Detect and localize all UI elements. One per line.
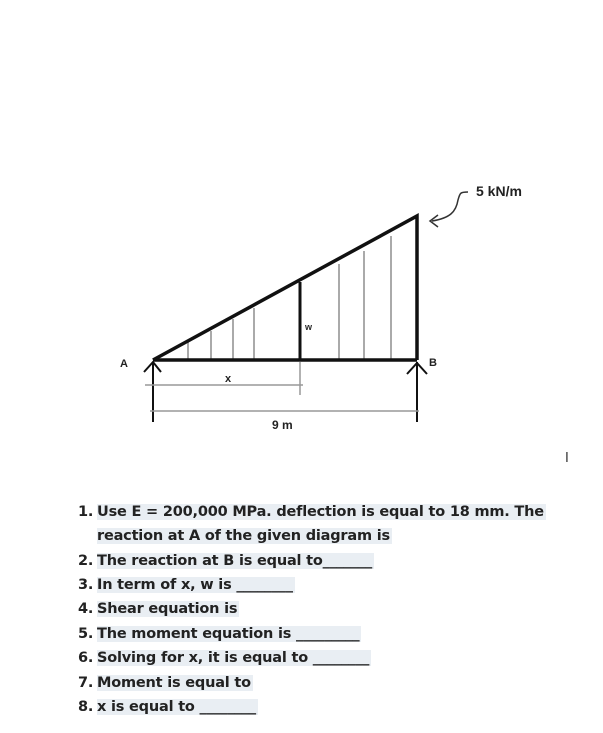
distributed-load-triangle [153,216,417,360]
question-text: x is equal to ________ [97,699,256,715]
question-6 [78,646,371,670]
question-text: Solving for x, it is equal to ________ [97,650,370,666]
span-label: 9 m [272,418,293,432]
point-b-label: B [429,357,437,369]
question-text: The reaction at B is equal to_______ [97,553,372,569]
load-label: 5 kN/m [476,183,522,199]
question-text: Use E = 200,000 MPa. deflection is equal to 18 mm. The [97,504,544,520]
question-number: 4. [78,601,94,617]
x-label: x [225,373,232,385]
question-number: 6. [78,650,94,666]
question-1 [78,500,546,524]
point-a-label: A [120,358,128,370]
question-5 [78,622,361,646]
question-number: 3. [78,577,94,593]
load-hatching [188,236,391,360]
question-number: 7. [78,675,94,691]
question-1-continued [78,524,392,548]
question-text: The moment equation is _________ [97,626,360,642]
load-pointer-arrow [432,192,468,221]
question-text: Shear equation is [97,601,238,617]
question-number: 5. [78,626,94,642]
question-number: 2. [78,553,94,569]
question-number: 8. [78,699,94,715]
question-text: In term of x, w is ________ [97,577,293,593]
question-3 [78,573,295,597]
text-cursor: I [565,451,569,466]
w-label: w [305,322,313,332]
question-8 [78,695,258,719]
question-text: reaction at A of the given diagram is [97,528,390,544]
question-2 [78,549,374,573]
question-4 [78,597,239,621]
question-7 [78,671,253,695]
question-text: Moment is equal to [97,675,251,691]
question-number: 1. [78,504,94,520]
